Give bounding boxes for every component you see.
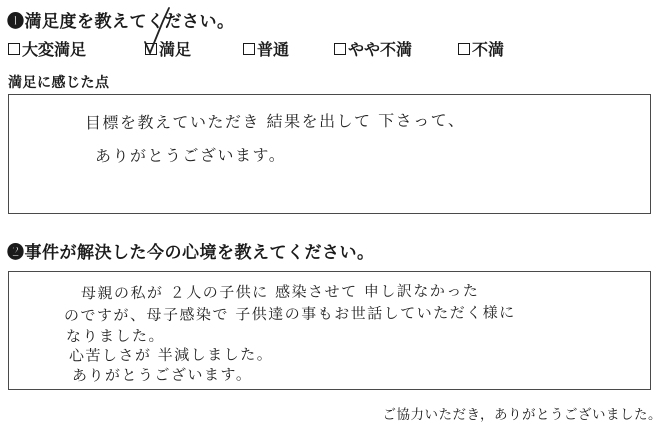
question2-number-icon: ❷ bbox=[7, 243, 25, 262]
option-manzoku[interactable] bbox=[145, 37, 191, 60]
handwritten-line: のですが、母子感染で 子供達の事もお世話していただく様に bbox=[63, 303, 516, 325]
checkbox-icon[interactable] bbox=[458, 43, 470, 55]
handwritten-line: 目標を教えていただき 結果を出して 下さって、 bbox=[84, 110, 466, 133]
handwritten-line: ありがとうございます。 bbox=[71, 365, 253, 385]
handwritten-line: ありがとうございます。 bbox=[94, 145, 287, 166]
satisfaction-options bbox=[0, 37, 668, 59]
option-daihen-manzoku[interactable] bbox=[8, 37, 86, 60]
question2-title bbox=[7, 238, 375, 263]
satisfied-points-label: 満足に感じた点 bbox=[8, 76, 110, 91]
question1-title bbox=[7, 7, 235, 32]
option-futsuu[interactable] bbox=[243, 37, 289, 60]
option-label: 不満 bbox=[472, 42, 505, 59]
checkbox-checked-icon[interactable] bbox=[145, 43, 157, 55]
checkbox-icon[interactable] bbox=[8, 43, 20, 55]
option-label: 普通 bbox=[257, 42, 290, 59]
option-fuman[interactable] bbox=[458, 37, 504, 60]
current-feelings-answer-box[interactable] bbox=[8, 271, 651, 390]
handwritten-line: 母親の私が ２人の子供に 感染させて 申し訳なかった bbox=[80, 281, 480, 303]
question1-title-text: 満足度を教えてください。 bbox=[24, 12, 235, 31]
footer-thanks-text: ご協力いただき，ありがとうございました。 bbox=[382, 407, 662, 422]
checkbox-icon[interactable] bbox=[334, 43, 346, 55]
handwritten-line: 心苦しさが 半減しました。 bbox=[68, 345, 274, 365]
handwritten-line: なりました。 bbox=[65, 326, 166, 346]
question1-number-icon: ❶ bbox=[7, 12, 25, 31]
checkbox-icon[interactable] bbox=[243, 43, 255, 55]
option-label: やや不満 bbox=[348, 42, 413, 59]
satisfied-points-answer-box[interactable] bbox=[8, 94, 651, 214]
question2-title-text: 事件が解決した今の心境を教えてください。 bbox=[24, 243, 375, 262]
option-yaya-fuman[interactable] bbox=[334, 37, 412, 60]
option-label: 大変満足 bbox=[22, 42, 87, 59]
option-label: 満足 bbox=[159, 42, 192, 59]
